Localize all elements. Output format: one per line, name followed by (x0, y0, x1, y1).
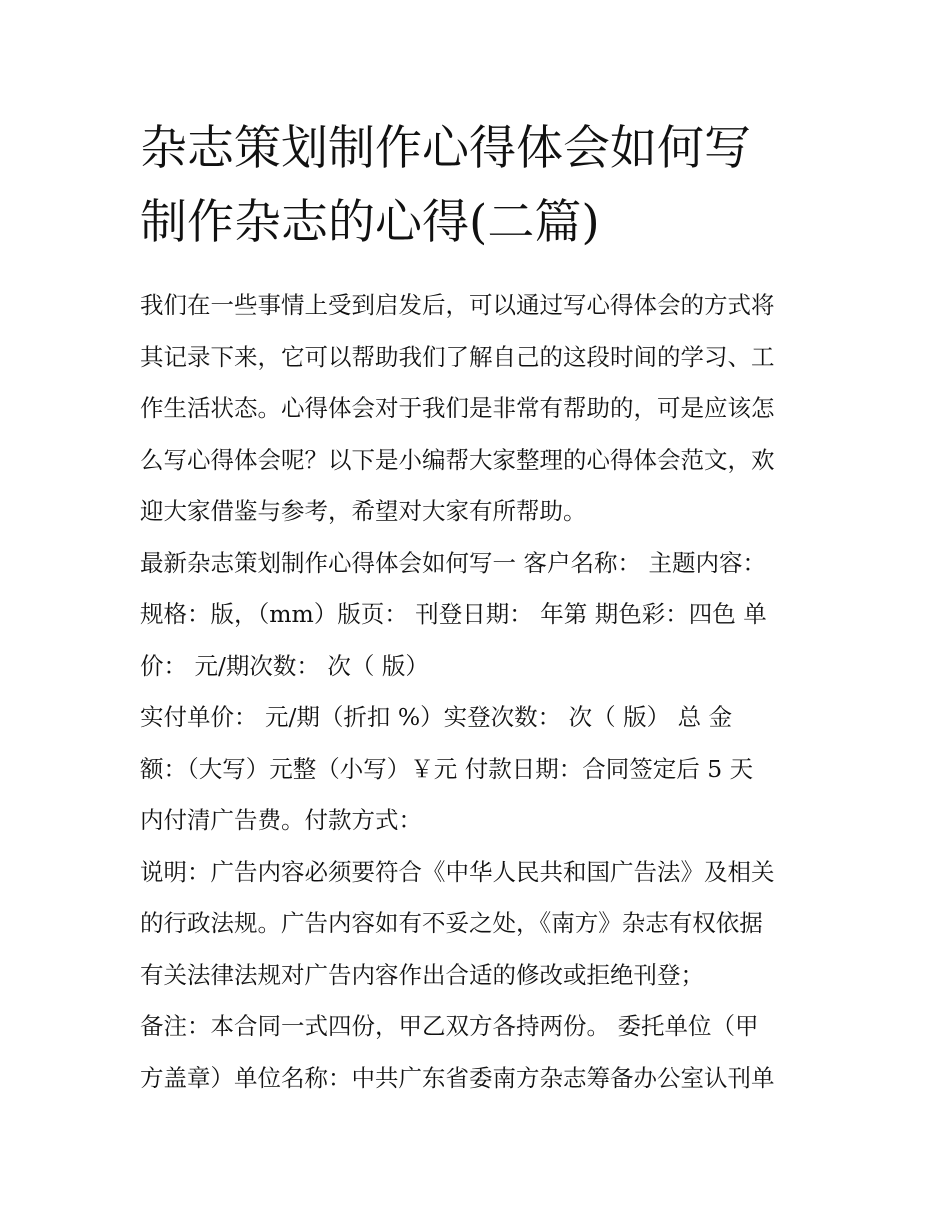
paragraph-line: 备注：本合同一式四份，甲乙双方各持两份。 委托单位（甲 (140, 1012, 759, 1040)
paragraph-line: 其记录下来，它可以帮助我们了解自己的这段时间的学习、工 (140, 342, 775, 371)
paragraph-line: 作生活状态。心得体会对于我们是非常有帮助的，可是应该怎 (140, 394, 775, 422)
paragraph-payment (140, 692, 820, 847)
paragraph-remarks (140, 1001, 820, 1104)
paragraph-line: 最新杂志策划制作心得体会如何写一 客户名称： 主题内容： (140, 548, 766, 577)
document-title (140, 112, 820, 260)
document-body (140, 280, 820, 1104)
paragraph-client-info (140, 538, 820, 693)
paragraph-line: 么写心得体会呢？以下是小编帮大家整理的心得体会范文，欢 (140, 445, 775, 474)
paragraph-line: 方盖章）单位名称：中共广东省委南方杂志筹备办公室认刊单 (140, 1063, 775, 1092)
paragraph-explanation (140, 847, 820, 1002)
paragraph-line: 规格：版，（mm）版页： 刊登日期： 年第 期色彩：四色 单 (140, 600, 767, 628)
paragraph-line: 额：（大写）元整（小写）￥元 付款日期：合同签定后 5 天 (140, 754, 754, 783)
paragraph-line: 迎大家借鉴与参考，希望对大家有所帮助。 (140, 497, 587, 525)
paragraph-intro (140, 280, 820, 538)
paragraph-line: 内付清广告费。付款方式： (140, 806, 422, 834)
title-line-1: 杂志策划制作心得体会如何写 (140, 121, 751, 176)
paragraph-line: 有关法律法规对广告内容作出合适的修改或拒绝刊登； (140, 960, 704, 989)
paragraph-line: 我们在一些事情上受到启发后，可以通过写心得体会的方式将 (140, 291, 775, 319)
paragraph-line: 说明：广告内容必须要符合《中华人民共和国广告法》及相关 (140, 857, 775, 886)
paragraph-line: 价： 元/期次数： 次（ 版） (140, 651, 429, 680)
paragraph-line: 实付单价： 元/期（折扣 %）实登次数： 次（ 版） 总 金 (140, 703, 733, 731)
paragraph-line: 的行政法规。广告内容如有不妥之处，《南方》杂志有权依据 (140, 909, 763, 937)
title-line-2: 制作杂志的心得(二篇) (140, 195, 600, 250)
